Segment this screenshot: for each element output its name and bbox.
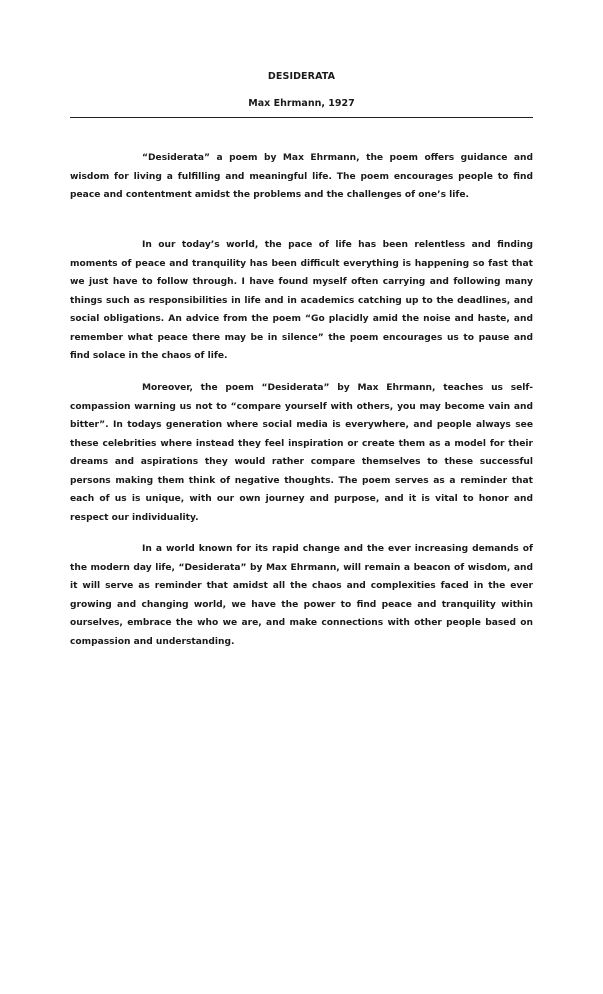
header-divider	[70, 117, 533, 118]
paragraph-2: In our today’s world, the pace of life has been relentless and finding moments of peace and tranquility has been difficult everything is happening so fast that we just have to follow through. I have found myself often carrying and following many things such as responsibilities in life and in academics catching up to the deadlines, and social obligations. An advice from the poem “Go placidly amid the noise and haste, and remember what peace there may be in silence” the poem encourages us to pause and find solace in the chaos of life.	[70, 240, 533, 361]
paragraph-4: In a world known for its rapid change and the ever increasing demands of the modern day life, “Desiderata” by Max Ehrmann, will remain a beacon of wisdom, and it will serve as reminder that amidst all the chaos and complexities faced in the ever growing and changing world, we have the power to find peace and tranquility within ourselves, embrace the who we are, and make connections with other people based on compassion and understanding.	[70, 544, 533, 647]
document-subtitle: Max Ehrmann, 1927	[248, 98, 355, 109]
document-title: DESIDERATA	[267, 71, 336, 82]
paragraph-1: “Desiderata” a poem by Max Ehrmann, the poem offers guidance and wisdom for living a fulfilling and meaningful life. The poem encourages people to find peace and contentment amidst the problems and the challenges of one’s life.	[70, 153, 533, 200]
paragraph-3: Moreover, the poem “Desiderata” by Max Ehrmann, teaches us self-compassion warning us not to “compare yourself with others, you may become vain and bitter”. In todays generation where social media is everywhere, and people always see these celebrities where instead they feel inspiration or create them as a model for their dreams and aspirations they would rather compare themselves to these successful persons making them think of negative thoughts. The poem serves as a reminder that each of us is unique, with our own journey and purpose, and it is vital to honor and respect our individuality.	[70, 383, 533, 523]
